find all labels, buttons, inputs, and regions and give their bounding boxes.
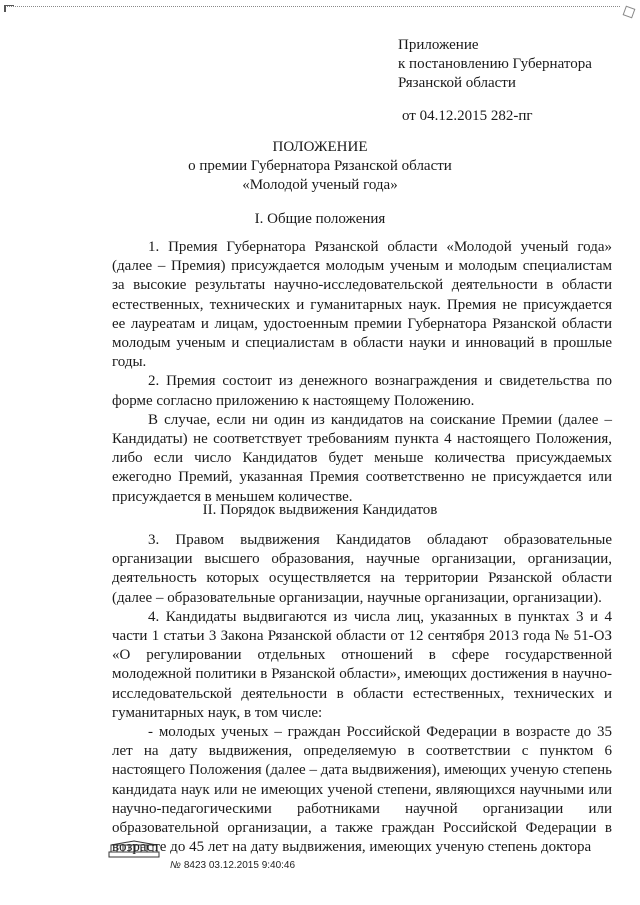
section-2-body bbox=[112, 531, 612, 857]
scan-mark-icon bbox=[623, 6, 636, 19]
paragraph: - молодых ученых – граждан Российской Федерации в возрасте до 35 лет на дату выдвижения, определяемую в соответствии с пунктом 6 настоящего Положения (далее – дата выдвижения), имеющих ученую степень кандидата наук или не имеющих ученой степени, являющихся научными или научно-педагогическими работниками научной организации или образовательной организации, а также граждан Российской Федерации в возрасте до 45 лет на дату выдвижения, имеющих ученую степень доктора bbox=[112, 724, 612, 856]
paragraph: В случае, если ни один из кандидатов на соискание Премии (далее – Кандидаты) не соответствует требованиям пункта 4 настоящего Положения, либо если число Кандидатов будет меньше количества присуждаемых ежегодно Премий, указанная Премия соответственно не присуждается или присуждается в меньшем количестве. bbox=[112, 411, 612, 505]
registration-number: 8423 03.12.2015 9:40:46 bbox=[183, 860, 296, 871]
appendix-line: Приложение bbox=[398, 37, 479, 53]
registration-note bbox=[170, 860, 295, 872]
scan-top-border bbox=[4, 6, 620, 17]
paragraph: 1. Премия Губернатора Рязанской области «Молодой ученый года» (далее – Премия) присуждается молодым ученым и молодым специалистам за высокие результаты научно-исследовательской деятельности в области естественных, технических и гуманитарных наук. Премия не присуждается ее лауреатам и лицам, удостоенным премии Губернатора Рязанской области молодым ученым и специалистам в области науки и инноваций в прошлые годы. bbox=[112, 239, 612, 371]
paragraph: 4. Кандидаты выдвигаются из числа лиц, указанных в пунктах 3 и 4 части 1 статьи 3 Закона Рязанской области от 12 сентября 2013 года № 51-ОЗ «О регулировании отдельных отношений в сфере государственной молодежной политики в Рязанской области», имеющих достижения в научно-исследовательской деятельности в области естественных, технических и гуманитарных наук, в том числе: bbox=[112, 608, 612, 721]
document-subtitle: о премии Губернатора Рязанской области bbox=[188, 158, 452, 174]
number-sign: № bbox=[170, 860, 181, 871]
section-1-body bbox=[112, 238, 612, 507]
appendix-date: от 04.12.2015 282-пг bbox=[402, 108, 533, 124]
appendix-line: Рязанской области bbox=[398, 75, 516, 91]
appendix-line: к постановлению Губернатора bbox=[398, 56, 592, 72]
section-title: II. Порядок выдвижения Кандидатов bbox=[202, 502, 438, 518]
corner-mark-icon bbox=[4, 5, 14, 12]
section-title: I. Общие положения bbox=[254, 211, 386, 227]
building-stamp-icon bbox=[108, 840, 160, 858]
appendix-block bbox=[398, 36, 592, 126]
paragraph: 3. Правом выдвижения Кандидатов обладают образовательные организации высшего образования, научные организации, организации, деятельность которых осуществляется на территории Рязанской области (далее – образовательные организации, научные организации, организации). bbox=[112, 532, 612, 606]
paragraph: 2. Премия состоит из денежного вознаграждения и свидетельства по форме согласно приложению к настоящему Положению. bbox=[112, 373, 612, 409]
document-subtitle: «Молодой ученый года» bbox=[242, 177, 398, 193]
document-title: ПОЛОЖЕНИЕ bbox=[272, 139, 368, 155]
